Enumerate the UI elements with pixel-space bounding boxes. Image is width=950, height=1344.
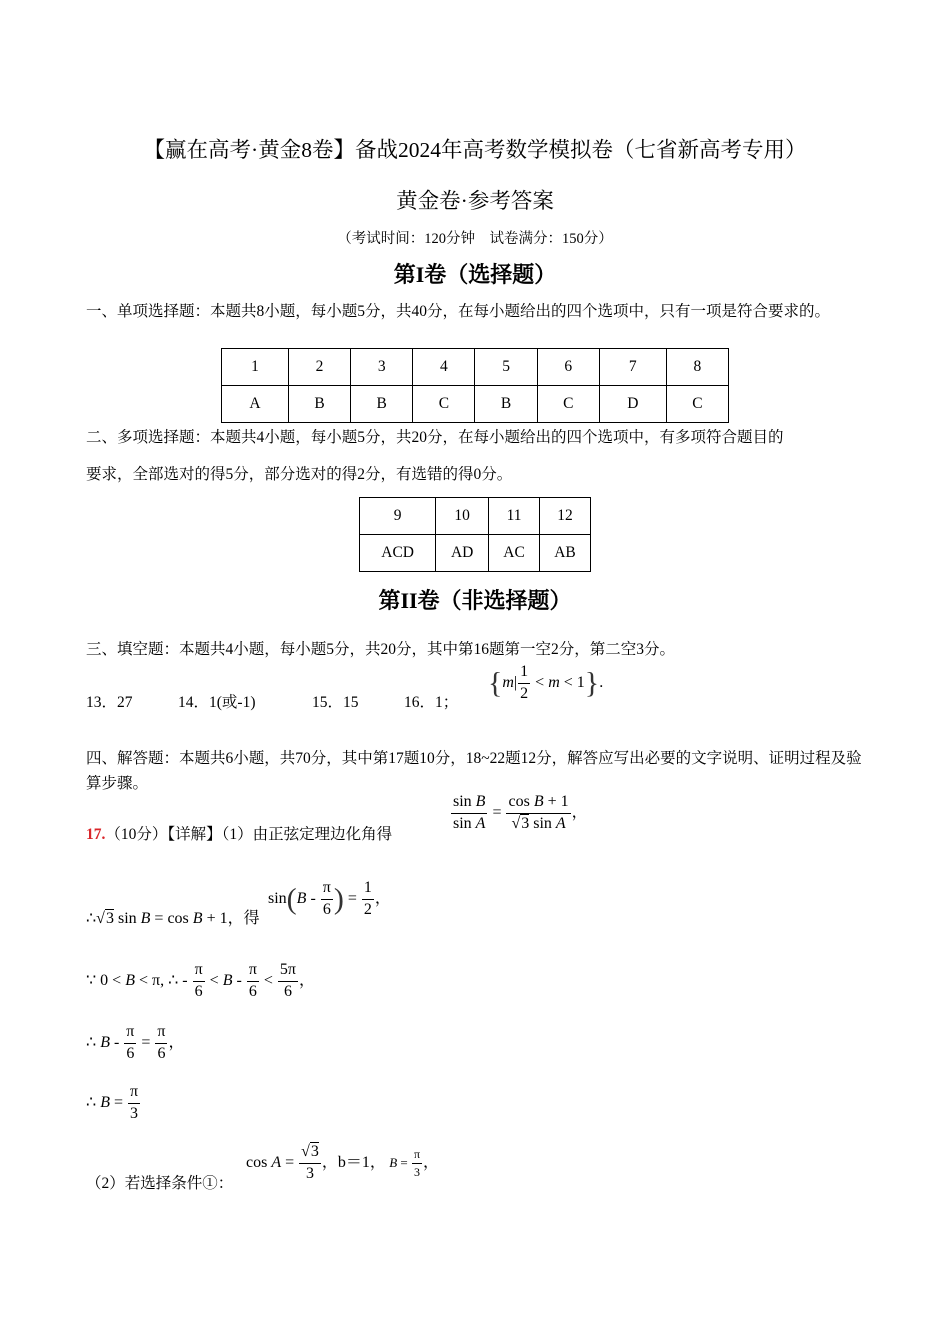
answer-cell: AC	[489, 535, 540, 572]
q17-sine-rule-equation: $\frac{\text{sin B}}{\text{sin A}}$ = $\frac{\text{cos B + 1}}{\text{√3 sin A}}$ ，	[453, 793, 588, 832]
q17-intro	[86, 822, 392, 844]
q17-step1-lhs: ∴√3 sin B = cos B + 1，得	[86, 910, 260, 927]
q17-step1-result: sin(B - $\frac{\pi}{6}$ ) = $\frac{1}{2}$ ，	[268, 879, 391, 918]
section1-instructions: 一、单项选择题：本题共8小题，每小题5分，共40分，在每小题给出的四个选项中，只有一项是符合要求的。	[86, 303, 831, 320]
part2-heading: 第II卷（非选择题）	[378, 588, 572, 613]
q17-step1-text: ，得	[227, 910, 260, 927]
answer-cell: AD	[436, 535, 489, 572]
answer-cell: C	[537, 386, 599, 423]
fill-answer-16: 16．1；	[404, 694, 459, 711]
question-number: 12	[540, 498, 591, 535]
q17-number: 17.	[86, 826, 106, 843]
fill-answer-15: 15．15	[312, 694, 359, 711]
question-number: 4	[413, 349, 475, 386]
answer-cell: ACD	[360, 535, 436, 572]
question-number: 6	[537, 349, 599, 386]
q17-step3: ∴ B - $\frac{\pi}{6}$ = $\frac{\pi}{6}$ ，	[86, 1023, 185, 1062]
part1-heading: 第I卷（选择题）	[393, 262, 557, 287]
exam-info: （考试时间：120分钟 试卷满分：150分）	[337, 231, 613, 247]
section4-instructions: 四、解答题：本题共6小题，共70分，其中第17题10分，18~22题12分，解答应写出必要的文字说明、证明过程及验算步骤。	[86, 750, 862, 792]
sub-title: 黄金卷·参考答案	[396, 189, 554, 213]
q17-part2-conditions: cos A = $\frac{√3}{3}$ ，b＝1， B = $\frac{\pi}{3}$ ，	[246, 1143, 440, 1182]
table-row	[222, 386, 729, 423]
answer-cell: A	[222, 386, 289, 423]
answer-cell: D	[599, 386, 666, 423]
section2-instructions-line1: 二、多项选择题：本题共4小题，每小题5分，共20分，在每小题给出的四个选项中，有多项符合题目的	[86, 429, 784, 446]
question-number: 5	[475, 349, 537, 386]
answer-cell: B	[475, 386, 537, 423]
question-number: 7	[599, 349, 666, 386]
answer-cell: AB	[540, 535, 591, 572]
table-row	[360, 498, 591, 535]
question-number: 1	[222, 349, 289, 386]
question-number: 9	[360, 498, 436, 535]
fill-answer-16-set: {m| $\frac{1}{2}$ < m < 1}.	[488, 663, 604, 702]
fill-answer-13: 13．27	[86, 694, 133, 711]
question-number: 2	[288, 349, 350, 386]
question-number: 10	[436, 498, 489, 535]
q17-part2-text: （2）若选择条件①：	[86, 1175, 234, 1192]
answer-cell: B	[351, 386, 413, 423]
question-number: 8	[666, 349, 728, 386]
answer-cell: C	[413, 386, 475, 423]
answer-cell: C	[666, 386, 728, 423]
question-number: 3	[351, 349, 413, 386]
answer-cell: B	[288, 386, 350, 423]
q17-step4: ∴ B = $\frac{\pi}{3}$	[86, 1083, 139, 1122]
q17-b-value: ，b＝1，	[321, 1153, 386, 1171]
section2-instructions-line2: 要求，全部选对的得5分，部分选对的得2分，有选错的得0分。	[86, 466, 513, 483]
q17-step2: ∵ 0 < B < π, ∴ - $\frac{\pi}{6}$ < B - $\frac{\pi}{6}$ < $\frac{5\pi}{6}$ ，	[86, 961, 316, 1000]
table-row	[222, 349, 729, 386]
single-choice-answer-table	[221, 348, 729, 423]
question-number: 11	[489, 498, 540, 535]
section3-instructions: 三、填空题：本题共4小题，每小题5分，共20分，其中第16题第一空2分，第二空3分。	[86, 641, 676, 658]
fill-answer-14: 14．1(或-1)	[178, 694, 256, 711]
table-row	[360, 535, 591, 572]
main-title: 【赢在高考·黄金8卷】备战2024年高考数学模拟卷（七省新高考专用）	[143, 138, 807, 162]
multi-choice-answer-table	[359, 497, 591, 572]
q17-intro-text: （10分）【详解】（1）由正弦定理边化角得	[105, 826, 393, 843]
